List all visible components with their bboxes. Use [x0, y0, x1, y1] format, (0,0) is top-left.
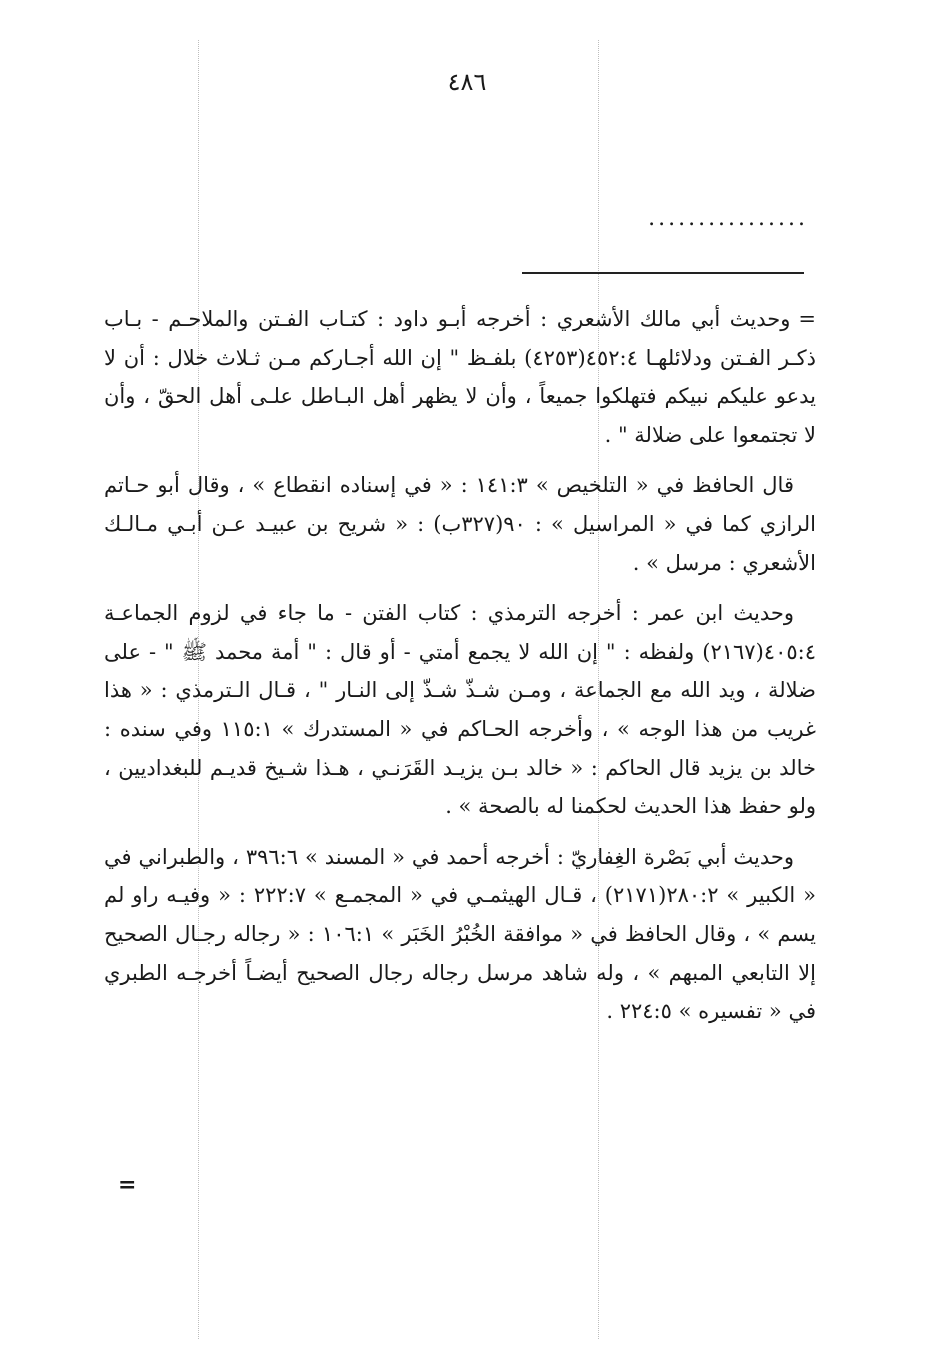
footnote-paragraph: [104, 300, 816, 454]
paragraph-text: وحديث أبي بَصْرة الغِفاريّ : أخرجه أحمد في « المسند » ٣٩٦:٦ ، والطبراني في « الكبير » ٢٨٠:٢(٢١٧١) ، قـال الهيثمـي في « المجمـع » ٢٢٢:٧ : « وفيـه راو لم يسم » ، وقال الحافظ في « موافقة الخُبْرُ الخَبَر » ١٠٦:١ : « رجاله رجـال الصحيح إلا التابعي المبهم » ، وله شاهد مرسل رجاله رجال الصحيح أيضـاً أخرجـه الطبري في « تفسيره » ٢٢٤:٥ .: [104, 844, 816, 1024]
footnote-rule: [522, 272, 804, 274]
paragraph-text: وحديث أبي مالك الأشعري : أخرجه أبـو داود : كتـاب الفـتن والملاحـم - بـاب ذكـر الفـتن ودلائلهـا ٤٥٢:٤(٤٢٥٣) بلفـظ " إن الله أجـاركم مـن ثـلاث خلال : أن لا يدعو عليكم نبيكم فتهلكوا جميعاً ، وأن لا يظهر أهل البـاطل علـى أهل الحقّ ، وأن لا تجتمعوا على ضلالة " .: [104, 307, 816, 447]
footnote-body: [104, 300, 816, 1043]
continuation-mark: =: [798, 307, 816, 331]
footnote-paragraph: [104, 594, 816, 826]
section-separator-dots: ................: [648, 206, 808, 231]
footnote-paragraph: [104, 466, 816, 582]
paragraph-text: وحديث ابن عمر : أخرجه الترمذي : كتاب الفتن - ما جاء في لزوم الجماعـة ٤٠٥:٤(٢١٦٧) ولفظه : " إن الله لا يجمع أمتي - أو قال : " أمة محمد ﷺ " - على ضلالة ، ويد الله مع الجماعة ، ومـن شـذّ شـذّ إلى النـار " ، قـال الـترمذي : « هذا غريب من هذا الوجه » ، وأخرجه الحـاكم في « المستدرك » ١١٥:١ وفي سنده : خالد بن يزيد قال الحاكم : « خالد بـن يزيـد القَرَنـي ، هـذا شـيخ قديـم للبغداديين ، ولو حفظ هذا الحديث لحكمنا له بالصحة » .: [104, 601, 816, 819]
continued-next-page-mark: =: [118, 1172, 137, 1198]
footnote-paragraph: [104, 838, 816, 1031]
paragraph-text: قال الحافظ في « التلخيص » ١٤١:٣ : « في إسناده انقطاع » ، وقال أبو حـاتم الرازي كما في « المراسيل » : ٩٠(٣٢٧ب) : « شريح بن عبيـد عـن أبـي مـالـك الأشعري : مرسل » .: [104, 473, 816, 575]
page-number: ٤٨٦: [447, 68, 487, 96]
